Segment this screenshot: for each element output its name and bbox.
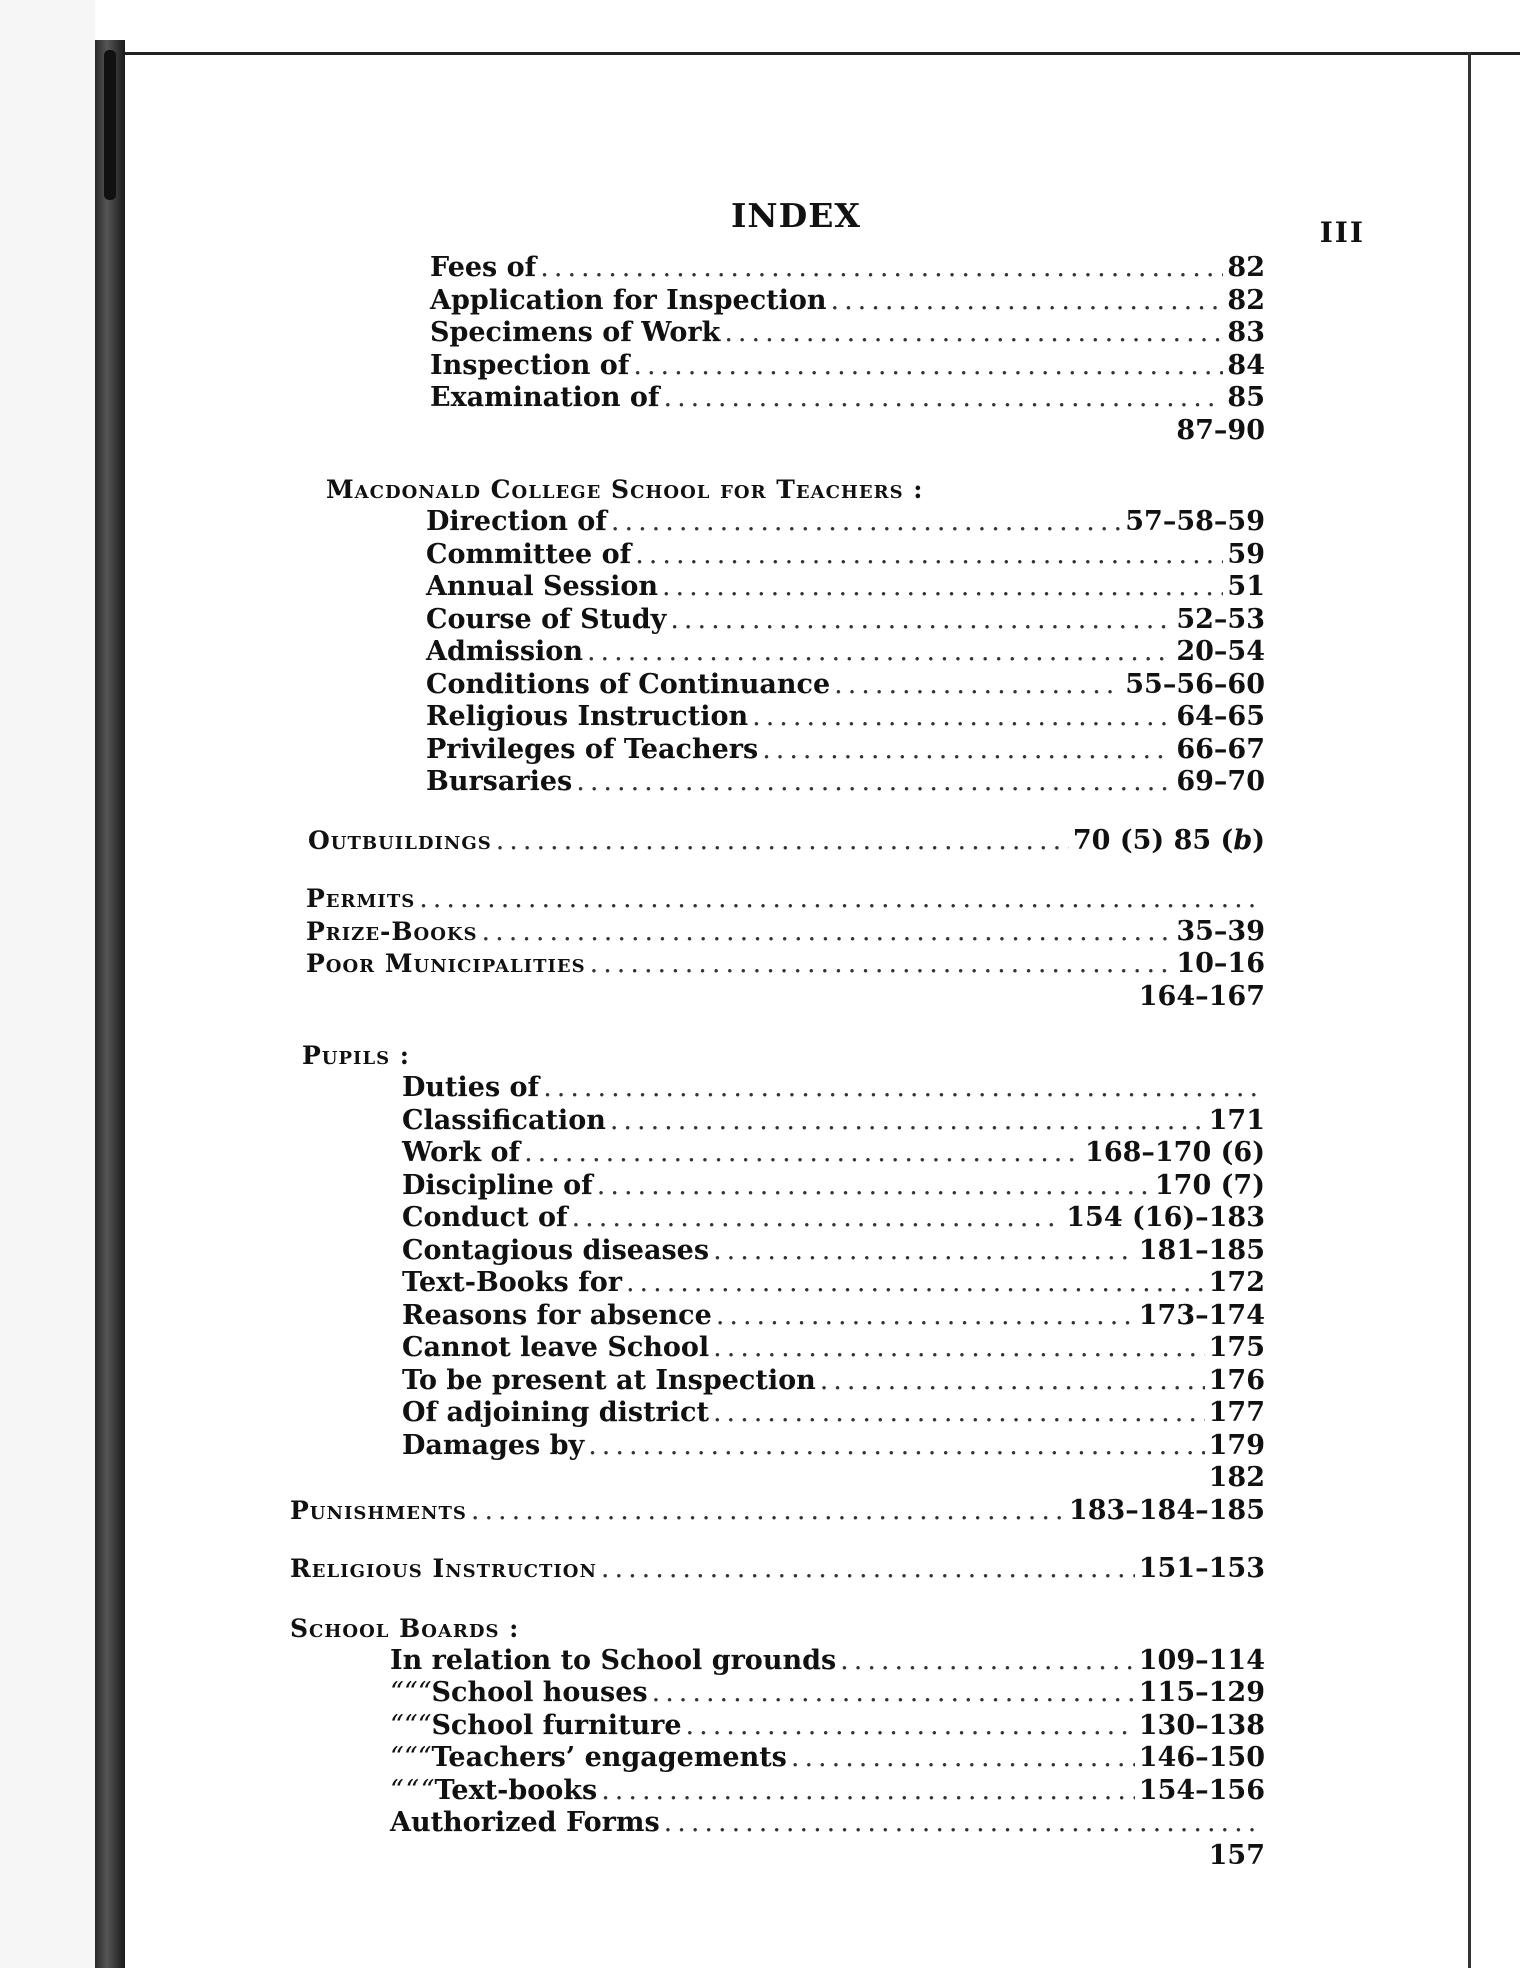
entry-pages: 179	[1208, 1429, 1265, 1461]
section-fees	[290, 252, 1265, 447]
leader-dots	[791, 1742, 1135, 1775]
entry-pages: 57–58–59	[1125, 506, 1265, 537]
leader-dots	[587, 636, 1172, 669]
entry-pages: 52–53	[1176, 603, 1265, 635]
entry-label: Of adjoining district	[402, 1397, 709, 1428]
entry-label: To be present at Inspection	[402, 1364, 816, 1396]
index-entry	[290, 1553, 1265, 1586]
page-top-edge	[125, 52, 1520, 55]
leader-dots	[482, 916, 1173, 949]
leader-dots	[664, 1807, 1261, 1840]
entry-label: Text-books	[434, 1774, 598, 1806]
ditto-mark: “	[417, 1742, 432, 1773]
entry-pages: 177	[1208, 1397, 1265, 1428]
entry-label: Committee of	[426, 538, 632, 570]
entry-label: Conditions of Continuance	[426, 668, 831, 700]
index-entry	[290, 1495, 1265, 1528]
leader-dots	[572, 1202, 1063, 1235]
leader-dots	[471, 1495, 1065, 1528]
entry-pages: 83	[1227, 317, 1265, 348]
entry-label: Application for Inspection	[430, 284, 827, 316]
entry-pages: 64–65	[1176, 701, 1265, 732]
entry-label: School furniture	[431, 1709, 682, 1741]
index-entry	[426, 604, 1265, 637]
section-heading: School Boards :	[290, 1613, 520, 1643]
leader-dots	[576, 766, 1172, 799]
entry-label: Outbuildings	[308, 825, 492, 855]
index-entry	[306, 916, 1265, 949]
ditto-mark: “	[390, 1677, 404, 1708]
ditto-mark: “	[403, 1742, 418, 1773]
leader-dots	[496, 825, 1069, 858]
leader-dots	[610, 1105, 1205, 1138]
entry-label: Damages by	[402, 1429, 585, 1461]
entry-pages: 51	[1227, 571, 1265, 602]
section-punishments	[290, 1462, 1265, 1527]
index-entry	[306, 981, 1265, 1014]
entry-label: Conduct of	[402, 1202, 568, 1233]
index-entry	[308, 825, 1265, 858]
entry-label: Religious Instruction	[426, 701, 749, 732]
index-entry	[402, 1267, 1265, 1300]
section-heading: Pupils :	[302, 1041, 411, 1070]
leader-dots	[762, 734, 1172, 767]
entry-label: Inspection of	[430, 349, 630, 381]
entry-pages: 171	[1208, 1104, 1265, 1136]
index-entry	[402, 1202, 1265, 1235]
entry-label: Annual Session	[426, 571, 658, 602]
entry-pages: 168–170 (6)	[1085, 1137, 1265, 1168]
entry-label: Religious Instruction	[290, 1554, 597, 1583]
index-entry	[402, 1332, 1265, 1365]
entry-label: Privileges of Teachers	[426, 733, 759, 765]
entry-pages: 35–39	[1176, 915, 1265, 947]
index-entry	[402, 1105, 1265, 1138]
entry-label: Punishments	[290, 1495, 467, 1525]
entry-label: Specimens of Work	[430, 317, 721, 348]
index-entry	[402, 1137, 1265, 1170]
leader-dots	[713, 1332, 1204, 1365]
leader-dots	[664, 382, 1224, 415]
section-macdonald-college	[290, 473, 1265, 799]
index-entry	[306, 948, 1265, 981]
leader-dots	[686, 1710, 1135, 1743]
leader-dots	[635, 539, 1223, 572]
index-entry	[426, 766, 1265, 799]
ditto-mark: “	[405, 1774, 420, 1806]
leader-dots	[834, 669, 1121, 702]
leader-dots	[752, 701, 1172, 734]
index-entry	[426, 636, 1265, 669]
entry-pages: 55–56–60	[1125, 668, 1265, 700]
leader-dots	[524, 1137, 1081, 1170]
index-entry	[426, 571, 1265, 604]
facing-page-edge	[0, 0, 95, 1968]
entry-label: Direction of	[426, 506, 607, 537]
entry-label: Fees of	[430, 252, 537, 283]
entry-pages: 175	[1208, 1332, 1265, 1363]
index-entry	[430, 317, 1265, 350]
ditto-mark: “	[417, 1677, 432, 1708]
leader-dots	[831, 285, 1224, 318]
section-school-boards	[290, 1612, 1265, 1873]
entry-label: Discipline of	[402, 1169, 593, 1201]
leader-dots	[611, 506, 1121, 539]
page-right-edge	[1468, 52, 1471, 1968]
leader-dots	[597, 1170, 1151, 1203]
index-entry	[430, 382, 1265, 415]
ditto-mark: “	[420, 1774, 435, 1806]
index-entry	[402, 1365, 1265, 1398]
index-entry	[402, 1300, 1265, 1333]
entry-pages: 146–150	[1138, 1742, 1265, 1773]
leader-dots	[543, 1072, 1261, 1105]
leader-dots	[670, 604, 1172, 637]
entry-pages: 87–90	[1176, 414, 1265, 446]
book-binding	[95, 40, 125, 1968]
entry-pages: 164–167	[1138, 980, 1265, 1012]
entry-pages: 157	[1208, 1839, 1265, 1871]
leader-dots	[662, 571, 1223, 604]
section-misc	[290, 883, 1265, 1013]
entry-label: Permits	[306, 884, 416, 913]
entry-label: Bursaries	[426, 766, 573, 797]
index-entry	[290, 1645, 1265, 1678]
index-entry	[426, 506, 1265, 539]
section-outbuildings	[290, 825, 1265, 858]
ditto-mark: “	[403, 1709, 418, 1741]
leader-dots	[601, 1553, 1135, 1586]
leader-dots	[590, 948, 1173, 981]
entry-pages: 154 (16)–183	[1066, 1202, 1265, 1233]
entry-pages: 154–156	[1138, 1774, 1266, 1806]
entry-label: Teachers’ engagements	[431, 1742, 787, 1773]
index-entry-ditto	[290, 1742, 1265, 1775]
entry-pages: 10–16	[1176, 948, 1265, 979]
page-number: III	[1319, 216, 1365, 249]
leader-dots	[724, 317, 1223, 350]
page-header	[125, 196, 1365, 256]
leader-dots	[601, 1775, 1135, 1808]
leader-dots	[652, 1677, 1135, 1710]
entry-pages: 183–184–185	[1068, 1494, 1265, 1526]
index-entry-ditto	[290, 1710, 1265, 1743]
entry-pages: 173–174	[1138, 1299, 1265, 1331]
leader-dots	[820, 1365, 1205, 1398]
index-entry	[402, 1430, 1265, 1463]
entry-pages: 115–129	[1138, 1677, 1265, 1708]
index-entry	[402, 1397, 1265, 1430]
entry-label: Prize-Books	[306, 916, 478, 946]
entry-pages: 70 (5) 85 (b)	[1072, 824, 1265, 856]
index-entry	[430, 415, 1265, 448]
entry-label: Contagious diseases	[402, 1234, 710, 1266]
entry-label: Course of Study	[426, 603, 667, 635]
index-entry	[426, 539, 1265, 572]
entry-pages: 151–153	[1138, 1553, 1265, 1584]
ditto-mark: “	[390, 1774, 404, 1806]
page-title: INDEX	[731, 196, 861, 235]
ditto-mark: “	[403, 1677, 418, 1708]
subsection-letter: b	[1233, 824, 1253, 856]
index-entry	[426, 701, 1265, 734]
entry-pages: 66–67	[1176, 733, 1265, 765]
section-pupils	[290, 1039, 1265, 1462]
entry-label: Reasons for absence	[402, 1299, 712, 1331]
index-entry	[290, 1840, 1265, 1873]
entry-label: In relation to School grounds	[390, 1644, 837, 1676]
leader-dots	[626, 1267, 1205, 1300]
entry-pages: 170 (7)	[1154, 1169, 1265, 1201]
entry-label: Classification	[402, 1104, 606, 1136]
entry-label: School houses	[431, 1677, 648, 1708]
index-entry	[306, 883, 1265, 916]
entry-pages: 82	[1227, 252, 1265, 283]
leader-dots	[633, 350, 1223, 383]
entry-pages: 130–138	[1138, 1709, 1265, 1741]
entry-pages: 172	[1208, 1267, 1265, 1298]
leader-dots	[419, 883, 1261, 916]
entry-pages: 176	[1208, 1364, 1265, 1396]
entry-pages: 181–185	[1138, 1234, 1265, 1266]
section-heading: Macdonald College School for Teachers :	[326, 475, 924, 504]
index-entry	[402, 1235, 1265, 1268]
index-entry	[430, 350, 1265, 383]
leader-dots	[716, 1300, 1135, 1333]
entry-label: Work of	[402, 1137, 521, 1168]
index-entry-ditto	[290, 1775, 1265, 1808]
entry-label: Admission	[426, 636, 583, 667]
entry-pages: 20–54	[1176, 636, 1265, 667]
entry-pages: 69–70	[1176, 766, 1265, 797]
index-entry	[402, 1170, 1265, 1203]
entry-label: Cannot leave School	[402, 1332, 710, 1363]
ditto-mark: “	[390, 1742, 404, 1773]
index-list	[290, 252, 1265, 1898]
entry-pages: 59	[1227, 538, 1265, 570]
leader-dots	[540, 252, 1223, 285]
binding-thread	[104, 50, 116, 200]
entry-label: Authorized Forms	[390, 1807, 660, 1838]
ditto-mark: “	[417, 1709, 432, 1741]
index-entry	[290, 1462, 1265, 1495]
entry-pages: 85	[1227, 382, 1265, 413]
index-entry-ditto	[290, 1677, 1265, 1710]
index-entry	[430, 252, 1265, 285]
entry-label: Text-Books for	[402, 1267, 622, 1298]
index-entry	[290, 1807, 1265, 1840]
leader-dots	[713, 1397, 1205, 1430]
leader-dots	[588, 1430, 1204, 1463]
entry-label: Poor Municipalities	[306, 949, 586, 978]
index-entry	[402, 1072, 1265, 1105]
index-entry	[426, 669, 1265, 702]
index-entry	[430, 285, 1265, 318]
entry-label: Examination of	[430, 382, 660, 413]
ditto-mark: “	[390, 1709, 404, 1741]
index-entry	[426, 734, 1265, 767]
entry-pages: 109–114	[1138, 1644, 1265, 1676]
leader-dots	[713, 1235, 1135, 1268]
entry-pages: 82	[1227, 284, 1265, 316]
section-religious-instruction	[290, 1553, 1265, 1586]
entry-pages: 84	[1227, 349, 1265, 381]
entry-label: Duties of	[402, 1072, 540, 1103]
leader-dots	[840, 1645, 1135, 1678]
entry-pages: 182	[1208, 1462, 1265, 1493]
